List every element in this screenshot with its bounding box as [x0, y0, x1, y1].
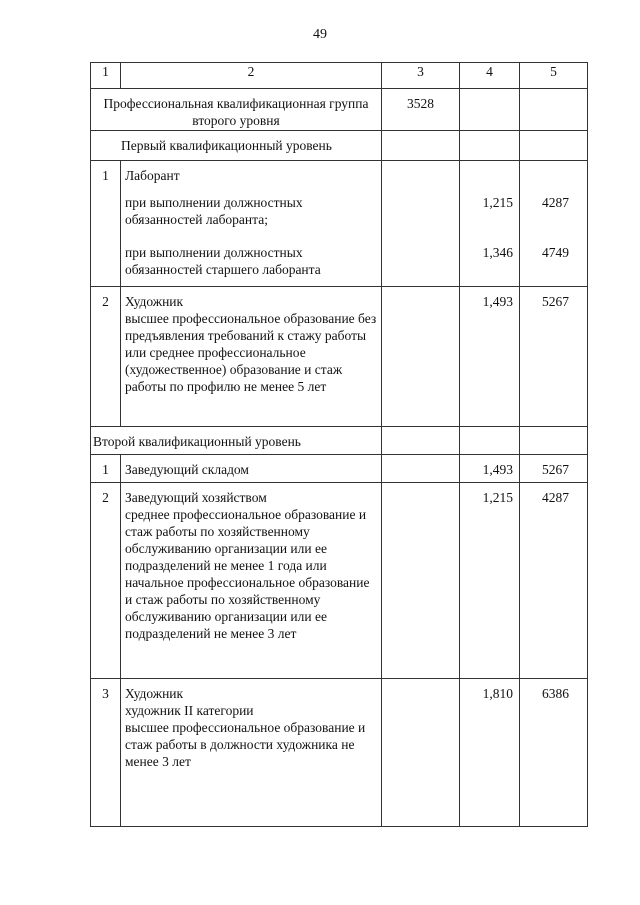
level-row [91, 427, 588, 455]
table-header-row [91, 63, 588, 89]
coefficient: 1,810 [460, 679, 520, 827]
position-requirements: высшее профессиональное образование без предъявления требований к стажу работы или среднее профессиональное (художественное) образование и стаж работы по профилю не менее 5 лет [125, 311, 377, 394]
coefficient: 1,215 [460, 483, 520, 679]
position-requirements: высшее профессиональное образование и стаж работы в должности художника не менее 3 лет [125, 720, 366, 769]
table-row [91, 287, 588, 427]
group-code: 3528 [382, 89, 460, 131]
level-row [91, 131, 588, 161]
salary: 5267 [520, 287, 588, 427]
coefficient: 1,493 [460, 455, 520, 483]
position-category: художник II категории [125, 703, 254, 718]
header-cell: 1 [91, 63, 121, 89]
row-number: 2 [91, 483, 121, 679]
group-row [91, 89, 588, 131]
position-condition: при выполнении должностных обязанностей старшего лаборанта [125, 245, 321, 277]
coefficient: 1,215 [482, 195, 513, 210]
row-number: 3 [91, 679, 121, 827]
level2-title: Второй квалификационный уровень [91, 427, 382, 455]
salary: 4287 [520, 483, 588, 679]
position-name: Заведующий хозяйством [125, 490, 267, 505]
position-condition: при выполнении должностных обязанностей лаборанта; [125, 195, 303, 227]
row-number: 1 [91, 161, 121, 287]
position-requirements: среднее профессиональное образование и стаж работы по хозяйственному обслуживанию организации или ее подразделений не менее 1 года или начальное профессиональное образование и стаж работы по хозяйственному обслуживанию организации или ее подразделений не менее 3 лет [125, 507, 370, 641]
coefficient: 1,346 [482, 245, 513, 260]
salary-table [90, 62, 588, 827]
position-name: Лаборант [125, 168, 180, 183]
salary: 6386 [520, 679, 588, 827]
row-number: 1 [91, 455, 121, 483]
table-row [91, 455, 588, 483]
position-name: Заведующий складом [121, 455, 382, 483]
table-row [91, 161, 588, 287]
table-row [91, 679, 588, 827]
salary: 4287 [542, 195, 569, 210]
header-cell: 3 [382, 63, 460, 89]
header-cell: 4 [460, 63, 520, 89]
header-cell: 2 [121, 63, 382, 89]
salary: 5267 [520, 455, 588, 483]
level1-title: Первый квалификационный уровень [91, 131, 382, 161]
group-title: Профессиональная квалификационная группа второго уровня [91, 89, 382, 131]
position-name: Художник [125, 294, 184, 309]
row-number: 2 [91, 287, 121, 427]
salary: 4749 [542, 245, 569, 260]
table-row [91, 483, 588, 679]
coefficient: 1,493 [460, 287, 520, 427]
header-cell: 5 [520, 63, 588, 89]
page-number: 49 [313, 27, 327, 42]
position-name: Художник [125, 686, 184, 701]
